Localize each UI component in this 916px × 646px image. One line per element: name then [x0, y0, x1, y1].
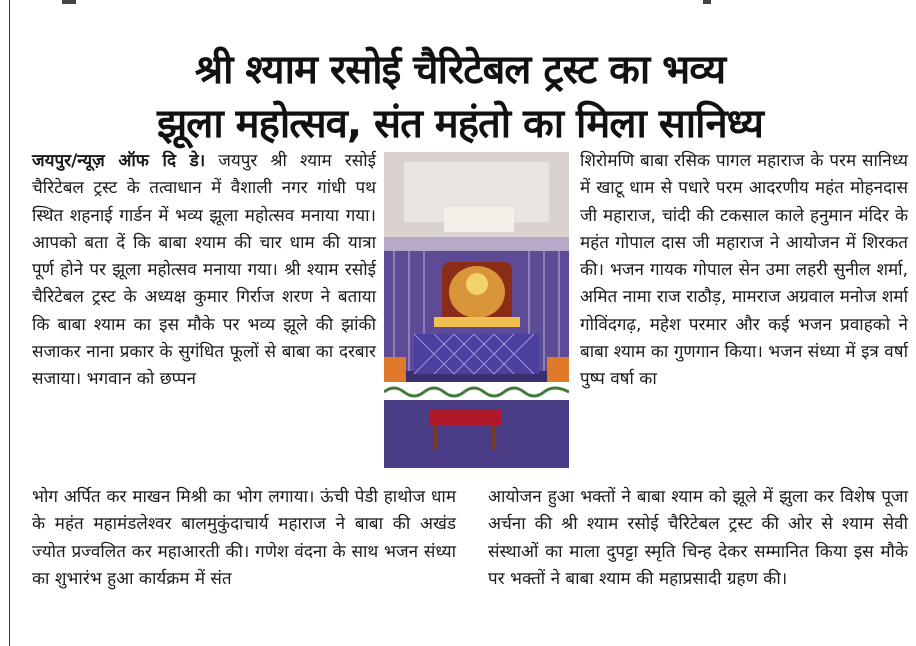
shrine-photo-illustration: [384, 152, 569, 468]
article-bottom-band: [32, 484, 908, 593]
dateline: जयपुर/न्यूज़ ऑफ दि डे।: [32, 151, 206, 171]
headline-line-2: झूला महोत्सव, संत महंतो का मिला सानिध्य: [157, 101, 763, 147]
shrine-photo: [384, 152, 569, 468]
article-text-col1: जयपुर श्री श्याम रसोई चैरिटेबल ट्रस्ट के तत्वाधान में वैशाली नगर गांधी पथ स्थित शहनाई गार्डन में भव्य झूला महोत्सव मनाया गया। आपको बता दें कि बाबा श्याम की चार धाम की यात्रा पूर्ण होने पर झूला महोत्सव मनाया गया। श्री श्याम रसोई चैरिटेबल ट्रस्ट के अध्यक्ष कुमार गिर्राज शरण ने बताया कि बाबा श्याम का इस मौके पर भव्य झूले की झांकी सजाकर नाना प्रकार के सुगंधित फूलों से बाबा का दरबार सजाया। भगवान को छप्पन: [32, 151, 376, 390]
clipped-text-mark: [62, 0, 76, 4]
article-column-left: [32, 148, 376, 394]
article-text-col4: आयोजन हुआ भक्तों ने बाबा श्याम को झूले में झुला कर विशेष पूजा अर्चना की श्री श्याम रसोई चैरिटेबल ट्रस्ट की ओर से श्याम सेवी संस्थाओं का माला दुपट्टा स्मृति चिन्ह देकर सम्मानित किया इस मौके पर भक्तों ने बाबा श्याम की महाप्रसादी ग्रहण की।: [488, 487, 908, 589]
article-text-col3: भोग अर्पित कर माखन मिश्री का भोग लगाया। ऊंची पेडी हाथोज धाम के महंत महामंडलेश्वर बालमुकुंदाचार्य महाराज ने बाबा की अखंड ज्योत प्रज्वलित कर महाआरती की। गणेश वंदना के साथ भजन संध्या का शुभारंभ हुआ कार्यक्रम में संत: [32, 487, 456, 589]
article-text-col2: शिरोमणि बाबा रसिक पागल महाराज के परम सानिध्य में खाटू धाम से पधारे परम आदरणीय महंत मोहनदास जी महाराज, चांदी की टकसाल काले हनुमान मंदिर के महंत गोपाल दास जी महाराज ने आयोजन में शिरकत की। भजन गायक गोपाल सेन उमा लहरी सुनील शर्मा, अमित नामा राज राठौड़, मामराज अग्रवाल मनोज शर्मा गोविंदगढ़, महेश परमार और कई भजन प्रवाहको ने बाबा श्याम का गुणगान किया। भजन संध्या में इत्र वर्षा पुष्प वर्षा का: [580, 151, 908, 390]
clipped-text-mark: [703, 0, 711, 4]
article-column-right: [580, 148, 908, 394]
column-rule: [9, 0, 10, 646]
headline-line-1: श्री श्याम रसोई चैरिटेबल ट्रस्ट का भव्य: [194, 47, 726, 93]
